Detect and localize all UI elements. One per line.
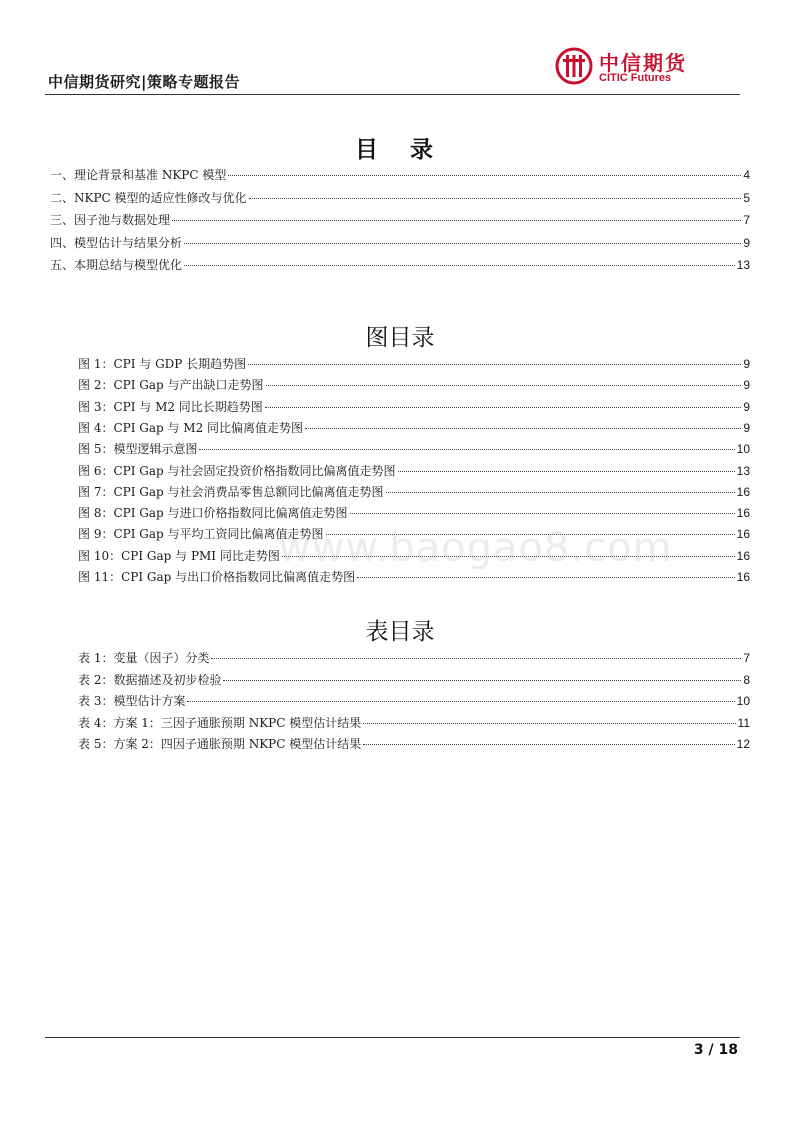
- figure-entry[interactable]: [78, 356, 750, 372]
- table-entry-page: 8: [743, 672, 750, 687]
- table-entry[interactable]: [78, 672, 750, 688]
- header-divider: [45, 94, 740, 95]
- dot-leader: [172, 220, 741, 221]
- figure-entry-label: 图 7：CPI Gap 与社会消费品零售总额同比偏离值走势图: [78, 484, 384, 499]
- table-entry-page: 11: [737, 715, 750, 730]
- dot-leader: [398, 471, 735, 472]
- figure-entry[interactable]: [78, 399, 750, 415]
- toc-entry[interactable]: [50, 167, 750, 183]
- dot-leader: [248, 364, 741, 365]
- figure-entry[interactable]: [78, 377, 750, 393]
- toc-entry-label: 五、本期总结与模型优化: [50, 258, 183, 272]
- dot-leader: [199, 449, 734, 450]
- toc-title: 目 录: [354, 137, 445, 163]
- table-entry[interactable]: [78, 715, 750, 731]
- figure-entry-page: 16: [736, 527, 750, 542]
- toc-entry-page: 13: [736, 258, 750, 272]
- figure-entry[interactable]: [78, 505, 750, 521]
- report-header-title: 中信期货研究|策略专题报告: [48, 73, 240, 91]
- footer-divider: [45, 1037, 740, 1038]
- dot-leader: [184, 243, 741, 244]
- dot-leader: [305, 428, 741, 429]
- figure-entry-label: 图 3：CPI 与 M2 同比长期趋势图: [78, 399, 263, 414]
- figure-entry-page: 16: [736, 570, 750, 584]
- dot-leader: [357, 577, 735, 578]
- toc-entry-label: 二、NKPC 模型的适应性修改与优化: [50, 190, 247, 205]
- dot-leader: [363, 744, 734, 745]
- logo-name-en: CITIC Futures: [599, 72, 672, 84]
- dot-leader: [266, 385, 742, 386]
- table-entry-label: 表 2：数据描述及初步检验: [78, 672, 222, 687]
- figure-entry-page: 9: [743, 378, 750, 393]
- figure-entry-label: 图 2：CPI Gap 与产出缺口走势图: [78, 378, 264, 393]
- dot-leader: [184, 265, 735, 266]
- figure-entry[interactable]: [78, 441, 750, 457]
- logo-name-cn: 中信期货: [599, 51, 687, 75]
- dot-leader: [211, 658, 741, 659]
- figure-entry-label: 图 11：CPI Gap 与出口价格指数同比偏离值走势图: [78, 570, 356, 584]
- figure-entry-page: 9: [743, 420, 750, 435]
- toc-entry-label: 一、理论背景和基准 NKPC 模型: [50, 168, 227, 182]
- dot-leader: [187, 701, 734, 702]
- figure-entry-page: 13: [736, 463, 750, 478]
- figure-entry-label: 图 8：CPI Gap 与进口价格指数同比偏离值走势图: [78, 506, 348, 521]
- page-number: 3 / 18: [693, 1042, 738, 1058]
- toc-entry[interactable]: [50, 212, 750, 228]
- figure-entry-page: 9: [743, 399, 750, 414]
- figure-entry-page: 16: [736, 548, 750, 563]
- table-entry-page: 10: [736, 694, 750, 708]
- table-entry-page: 12: [736, 737, 750, 751]
- toc-entry-page: 5: [743, 190, 750, 205]
- figure-entry[interactable]: [78, 420, 750, 436]
- table-entry-label: 表 4：方案 1：三因子通胀预期 NKPC 模型估计结果: [78, 715, 362, 730]
- citic-logo-icon: [555, 47, 593, 85]
- watermark: www.baogao8.com: [278, 525, 673, 571]
- toc-entry-label: 三、因子池与数据处理: [50, 213, 171, 227]
- table-entry[interactable]: [78, 650, 750, 666]
- dot-leader: [386, 492, 735, 493]
- figure-entry-label: 图 10：CPI Gap 与 PMI 同比走势图: [78, 548, 280, 563]
- dot-leader: [363, 723, 735, 724]
- figure-entry-page: 9: [743, 357, 750, 371]
- figure-entry-page: 16: [736, 506, 750, 521]
- figure-entry-label: 图 6：CPI Gap 与社会固定投资价格指数同比偏离值走势图: [78, 463, 396, 478]
- dot-leader: [223, 680, 741, 681]
- figure-entry-label: 图 4：CPI Gap 与 M2 同比偏离值走势图: [78, 420, 304, 435]
- figure-entry[interactable]: [78, 569, 750, 585]
- dot-leader: [249, 198, 742, 199]
- figure-entry[interactable]: [78, 463, 750, 479]
- table-entry-label: 表 3：模型估计方案: [78, 694, 186, 708]
- table-entry[interactable]: [78, 693, 750, 709]
- figure-entry-label: 图 9：CPI Gap 与平均工资同比偏离值走势图: [78, 527, 324, 542]
- toc-entry-page: 9: [743, 235, 750, 250]
- toc-entry[interactable]: [50, 190, 750, 206]
- dot-leader: [265, 407, 742, 408]
- toc-entry-page: 4: [743, 168, 750, 182]
- toc-entry[interactable]: [50, 257, 750, 273]
- toc-entry[interactable]: [50, 235, 750, 251]
- toc-entry-label: 四、模型估计与结果分析: [50, 235, 183, 250]
- citic-futures-logo: [555, 47, 740, 89]
- table-entry-label: 表 5：方案 2：四因子通胀预期 NKPC 模型估计结果: [78, 737, 362, 751]
- figure-entry-label: 图 5：模型逻辑示意图: [78, 442, 198, 457]
- toc-entry-page: 7: [743, 213, 750, 227]
- table-entry-label: 表 1：变量（因子）分类: [78, 651, 210, 665]
- figure-entry[interactable]: [78, 484, 750, 500]
- figure-entry-page: 10: [736, 442, 750, 457]
- figure-list-title: 图目录: [365, 325, 435, 351]
- table-entry[interactable]: [78, 736, 750, 752]
- table-entry-page: 7: [743, 651, 750, 665]
- dot-leader: [350, 513, 735, 514]
- dot-leader: [228, 175, 741, 176]
- figure-entry-label: 图 1：CPI 与 GDP 长期趋势图: [78, 357, 247, 371]
- figure-entry-page: 16: [736, 484, 750, 499]
- table-list-title: 表目录: [365, 619, 435, 645]
